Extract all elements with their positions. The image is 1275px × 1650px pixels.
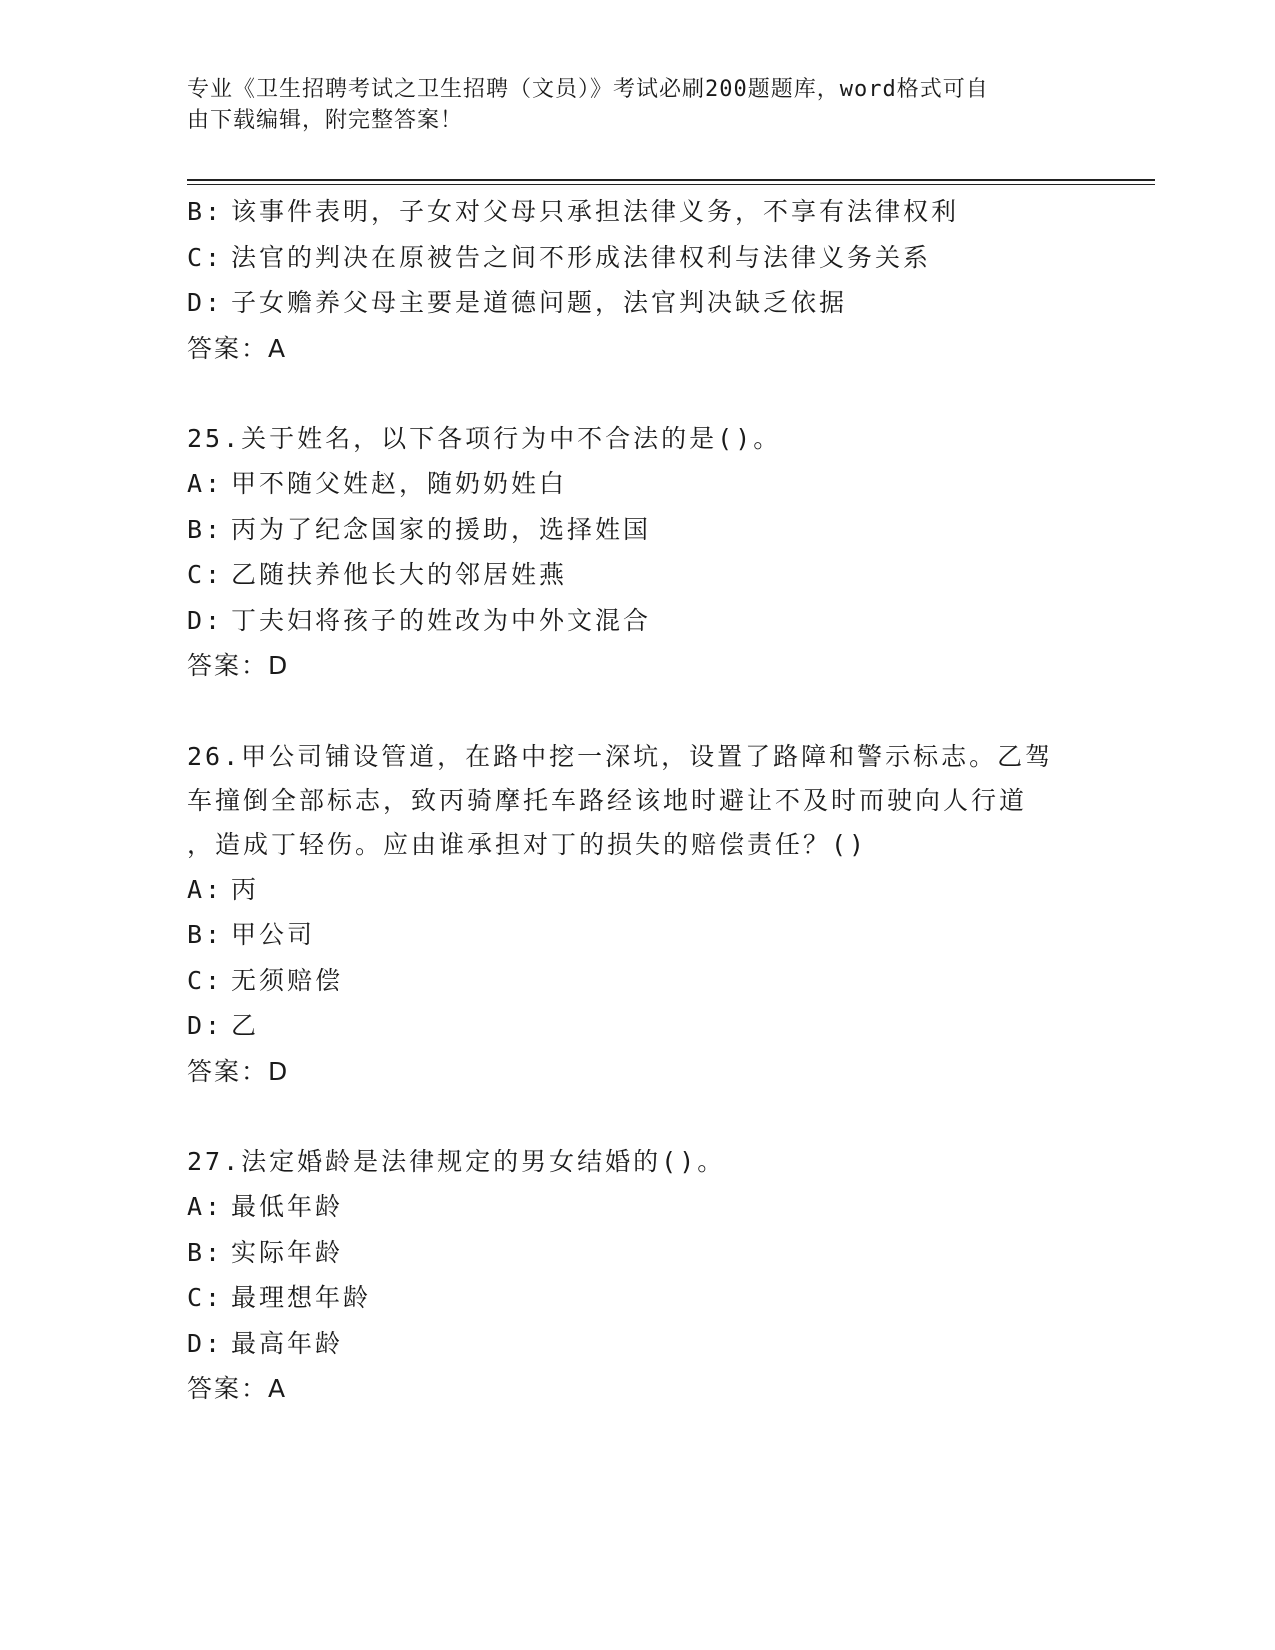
- header-line-2: 由下载编辑，附完整答案！: [187, 108, 464, 133]
- option-key: C:: [187, 560, 224, 589]
- option-c: [187, 1275, 1087, 1321]
- spacer: [187, 1094, 1087, 1140]
- option-text: 无须赔偿: [231, 965, 344, 995]
- option-b: [187, 189, 1087, 235]
- answer-line: 答案：A: [187, 333, 288, 363]
- option-key: A:: [187, 874, 224, 904]
- option-d: [187, 280, 1087, 326]
- answer-line: 答案：D: [187, 651, 290, 680]
- option-key: D:: [187, 605, 224, 635]
- stem-line: 27.法定婚龄是法律规定的男女结婚的()。: [187, 1147, 726, 1176]
- stem-line: 26.甲公司铺设管道，在路中挖一深坑，设置了路障和警示标志。乙驾: [187, 741, 1054, 771]
- option-text: 最理想年龄: [231, 1283, 372, 1312]
- option-text: 子女赡养父母主要是道德问题，法官判决缺乏依据: [231, 288, 848, 317]
- option-key: B:: [187, 920, 224, 949]
- option-text: 丙: [231, 874, 260, 904]
- option-key: A:: [187, 1192, 224, 1221]
- option-text: 法官的判决在原被告之间不形成法律权利与法律义务关系: [231, 242, 932, 272]
- question-25: [187, 417, 1087, 689]
- option-text: 丁夫妇将孩子的姓改为中外文混合: [231, 605, 652, 635]
- stem-line: ，造成丁轻伤。应由谁承担对丁的损失的赔偿责任？(): [187, 829, 868, 859]
- answer-line: 答案：D: [187, 1056, 290, 1086]
- option-b: [187, 912, 1087, 958]
- partial-question: [187, 189, 1087, 371]
- option-key: B:: [187, 514, 224, 544]
- option-d: [187, 1003, 1087, 1049]
- option-key: A:: [187, 469, 224, 498]
- option-b: [187, 507, 1087, 553]
- question-stem: [187, 1140, 1087, 1184]
- header-line-1: 专业《卫生招聘考试之卫生招聘（文员）》考试必刷200题题库，word格式可自: [187, 77, 989, 102]
- option-a: [187, 1184, 1087, 1230]
- question-stem: [187, 417, 1087, 461]
- option-text: 该事件表明，子女对父母只承担法律义务，不享有法律权利: [231, 197, 960, 226]
- option-text: 最高年龄: [231, 1328, 344, 1358]
- option-b: [187, 1230, 1087, 1276]
- option-key: B:: [187, 1237, 224, 1267]
- stem-line: 25.关于姓名，以下各项行为中不合法的是()。: [187, 424, 782, 453]
- option-text: 丙为了纪念国家的援助，选择姓国: [231, 514, 652, 544]
- question-27: [187, 1140, 1087, 1412]
- spacer: [187, 689, 1087, 735]
- option-key: C:: [187, 965, 224, 995]
- option-c: [187, 235, 1087, 281]
- option-a: [187, 461, 1087, 507]
- spacer: [187, 371, 1087, 417]
- stem-line: 车撞倒全部标志，致丙骑摩托车路经该地时避让不及时而驶向人行道: [187, 785, 1028, 815]
- option-c: [187, 958, 1087, 1004]
- option-text: 乙随扶养他长大的邻居姓燕: [231, 560, 568, 589]
- question-stem: [187, 735, 1087, 867]
- option-d: [187, 598, 1087, 644]
- option-a: [187, 867, 1087, 913]
- header-divider-thin: [187, 184, 1155, 185]
- option-key: D:: [187, 1328, 224, 1358]
- option-text: 甲不随父姓赵，随奶奶姓白: [231, 469, 568, 498]
- option-text: 乙: [231, 1011, 260, 1040]
- question-26: [187, 735, 1087, 1095]
- option-c: [187, 552, 1087, 598]
- option-key: C:: [187, 242, 224, 272]
- option-text: 实际年龄: [231, 1237, 344, 1267]
- answer-line: 答案：A: [187, 1374, 288, 1403]
- option-key: D:: [187, 1011, 224, 1040]
- option-d: [187, 1321, 1087, 1367]
- option-text: 最低年龄: [231, 1192, 344, 1221]
- option-key: C:: [187, 1283, 224, 1312]
- option-key: D:: [187, 288, 224, 317]
- option-text: 甲公司: [231, 920, 316, 949]
- question-content: [187, 189, 1087, 1412]
- option-key: B:: [187, 197, 224, 226]
- document-header: [187, 74, 1067, 136]
- header-divider-thick: [187, 179, 1155, 181]
